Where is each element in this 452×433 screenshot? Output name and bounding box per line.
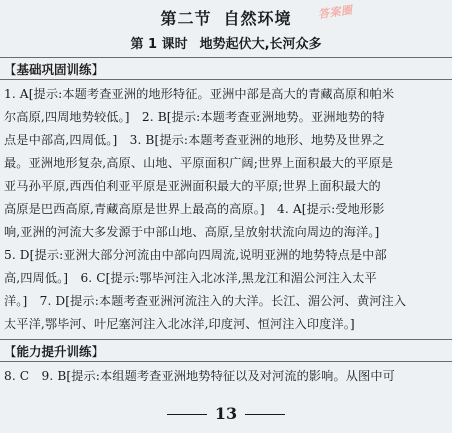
section-title xyxy=(0,6,452,29)
answer-line: 高原是巴西高原,青藏高原是世界上最高的高原。] 4. A[提示:受地形影 xyxy=(4,202,385,216)
answer-line: 亚马孙平原,西西伯利亚平原是亚洲面积最大的平原;世界上面积最大的 xyxy=(4,179,381,193)
heading-basic: 【基础巩固训练】 xyxy=(4,62,105,77)
heading-advanced-label: 能力提升训练 xyxy=(16,344,92,359)
heading-basic-label: 基础巩固训练 xyxy=(16,62,92,77)
lesson-name: 地势起伏大,长河众多 xyxy=(199,37,322,52)
answer-line: 高,四周低。] 6. C[提示:鄂毕河注入北冰洋,黑龙江和湄公河注入太平 xyxy=(4,271,377,285)
heading-rule-bottom-2 xyxy=(0,361,452,362)
section-number: 第二节 xyxy=(160,9,212,28)
answer-line: 8. C 9. B[提示:本组题考查亚洲地势特征以及对河流的影响。从图中可 xyxy=(4,369,395,383)
answer-line: 尔高原,四周地势较低。] 2. B[提示:本题考查亚洲地势。亚洲地势的特 xyxy=(4,110,385,124)
page-number-dash-right xyxy=(245,414,285,415)
answer-line: 1. A[提示:本题考查亚洲的地形特征。亚洲中部是高大的青藏高原和帕米 xyxy=(4,87,395,101)
page-number xyxy=(0,404,452,423)
lesson-label: 第 1 课时 xyxy=(130,37,188,52)
heading-advanced: 【能力提升训练】 xyxy=(4,344,105,359)
page-number-dash-left xyxy=(167,414,207,415)
heading-rule-bottom xyxy=(0,79,452,80)
answer-line: 5. D[提示:亚洲大部分河流由中部向四周流,说明亚洲的地势特点是中部 xyxy=(4,248,387,262)
answer-line: 点是中部高,四周低。] 3. B[提示:本题考查亚洲的地形、地势及世界之 xyxy=(4,133,385,147)
heading-rule-top-2 xyxy=(0,339,452,340)
answer-line: 太平洋,鄂毕河、叶尼塞河注入北冰洋,印度河、恒河注入印度洋。] xyxy=(4,317,355,331)
answer-line: 洋。] 7. D[提示:本题考查亚洲河流注入的大洋。长江、湄公河、黄河注入 xyxy=(4,294,407,308)
answer-line: 响,亚洲的河流大多发源于中部山地、高原,呈放射状流向周边的海洋。] xyxy=(4,225,380,239)
watermark-logo: 答案圈 xyxy=(317,3,354,22)
answer-line: 最。亚洲地形复杂,高原、山地、平原面积广阔;世界上面积最大的平原是 xyxy=(4,156,394,170)
page-number-value: 13 xyxy=(214,404,238,423)
lesson-title xyxy=(0,33,452,52)
heading-rule-top xyxy=(0,57,452,58)
section-name: 自然环境 xyxy=(223,9,292,28)
